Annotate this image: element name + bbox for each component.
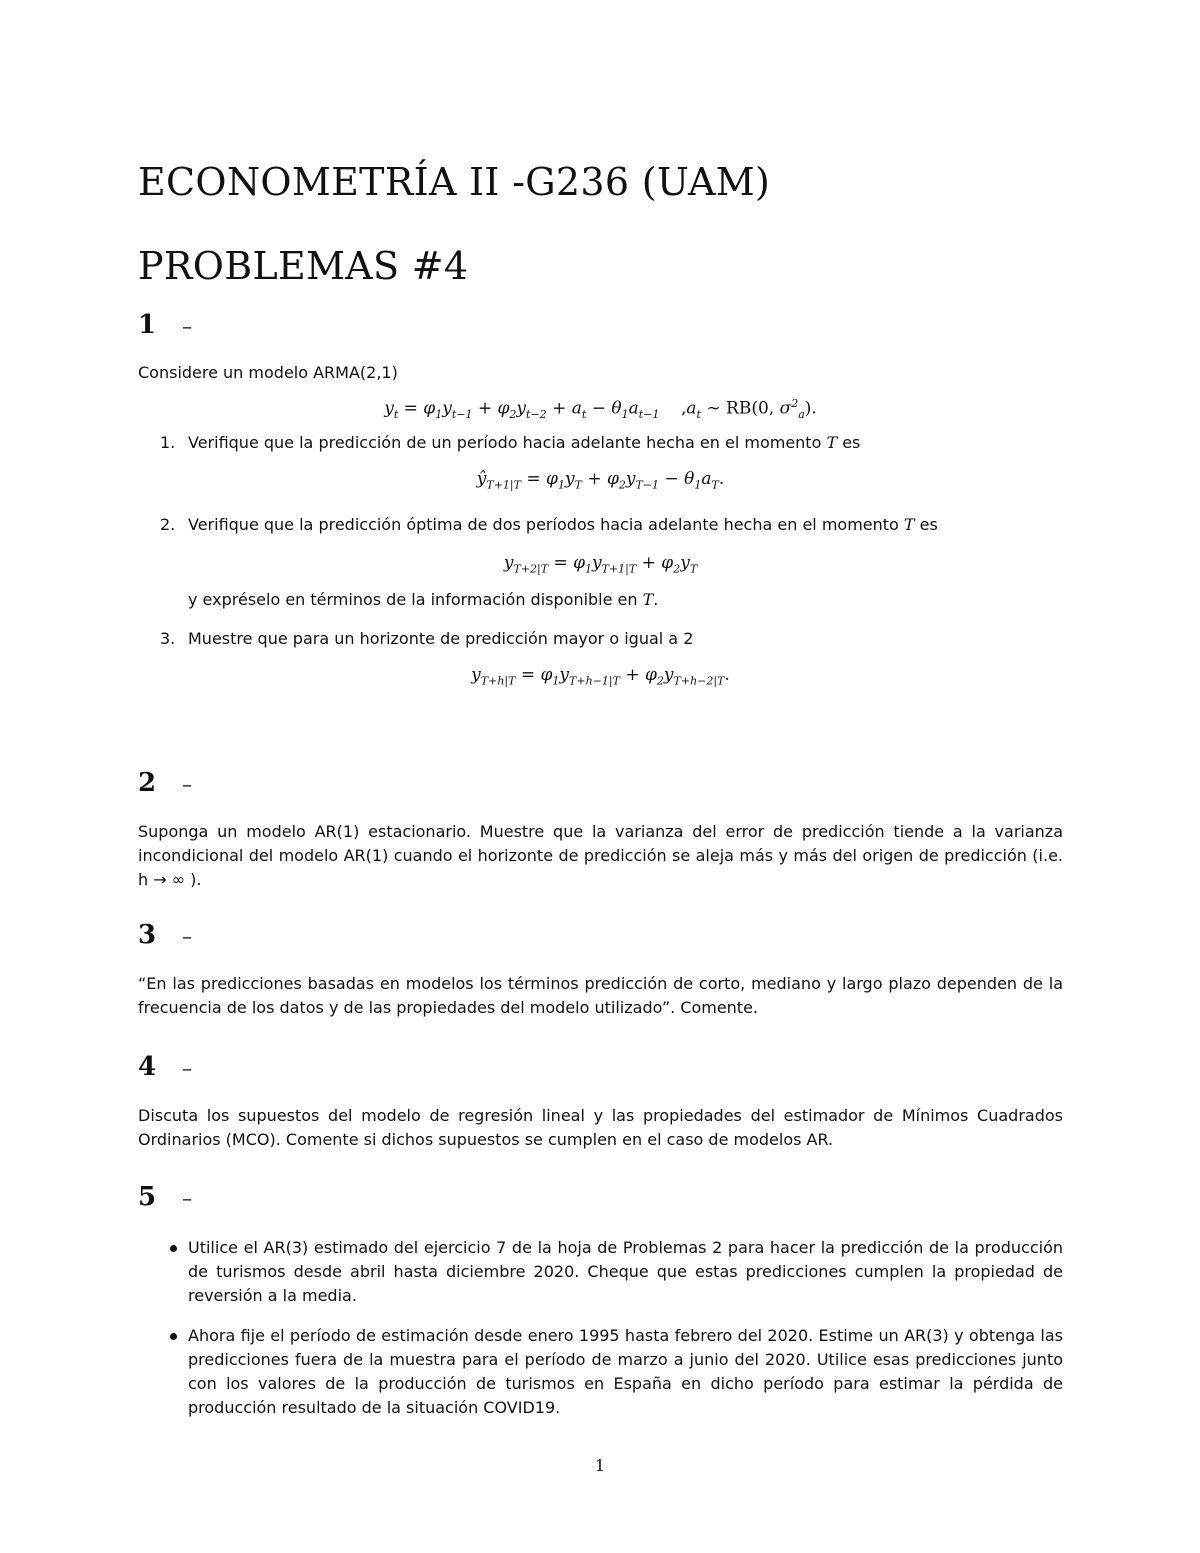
bullet-icon <box>170 1333 177 1340</box>
section-heading: 1 – <box>138 310 193 340</box>
document-subtitle: PROBLEMAS #4 <box>138 244 469 288</box>
section-1 <box>138 310 1063 687</box>
section-5 <box>138 1182 1063 1420</box>
equation-pred-1: $ŷ_{T+1|T} = \varphi_1y_T + \varphi_2y_{T-1} - \theta_1a_T$. <box>476 469 725 492</box>
bullet-icon <box>170 1245 177 1252</box>
equation-arma: $y_t = \varphi_1y_{t-1} + \varphi_2y_{t-2} + a_t - \theta_1a_{t-1}$ $,a_t$ ∼ RB(0, $\sigma^2_a$). <box>384 397 817 422</box>
section-heading: 4 – <box>138 1052 193 1082</box>
section-3-text: “En las predicciones basadas en modelos los términos predicción de corto, mediano y largo plazo dependen de la frecuencia de los datos y de las propiedades del modelo utilizado”. Comente. <box>138 974 1063 1017</box>
list-item-continuation: y expréselo en términos de la información disponible en T. <box>188 589 659 609</box>
page-number: 1 <box>594 1456 606 1475</box>
section-4-text: Discuta los supuestos del modelo de regresión lineal y las propiedades del estimador de Mínimos Cuadrados Ordinarios (MCO). Comente si dichos supuestos se cumplen en el caso de modelos AR. <box>138 1106 1063 1149</box>
section-heading: 5 – <box>138 1182 193 1212</box>
section-2-text: Suponga un modelo AR(1) estacionario. Muestre que la varianza del error de predicción tiende a la varianza incondicional del modelo AR(1) cuando el horizonte de predicción se aleja más y más del origen de predicción (i.e. h → ∞ ). <box>138 822 1063 889</box>
section-3 <box>138 920 1063 1020</box>
section-1-intro: Considere un modelo ARMA(2,1) <box>138 363 398 382</box>
section-heading: 3 – <box>138 920 193 950</box>
bullet-item: Ahora fije el período de estimación desde enero 1995 hasta febrero del 2020. Estime un AR(3) y obtenga las predicciones fuera de la muestra para el período de marzo a junio del 2020. Utilice esas predicciones junto con los valores de la producción de turismos en España en dicho período para estimar la pérdida de producción resultado de la situación COVID19. <box>138 1324 1063 1420</box>
list-item: 2. Verifique que la predicción óptima de dos períodos hacia adelante hecha en el momento T es <box>160 515 938 535</box>
list-item: 3. Muestre que para un horizonte de predicción mayor o igual a 2 <box>160 628 694 648</box>
equation-pred-2: $y_{T+2|T} = \varphi_1y_{T+1|T} + \varphi_2y_T$ <box>503 553 698 576</box>
bullet-item: Utilice el AR(3) estimado del ejercicio 7 de la hoja de Problemas 2 para hacer la predicción de la producción de turismos desde abril hasta diciembre 2020. Cheque que estas predicciones cumplen la propiedad de reversión a la media. <box>138 1236 1063 1308</box>
document-title: ECONOMETRÍA II -G236 (UAM) <box>138 160 771 204</box>
equation-pred-h: $y_{T+h|T} = \varphi_1y_{T+h-1|T} + \varphi_2y_{T+h-2|T}$. <box>471 664 730 688</box>
section-heading: 2 – <box>138 768 193 798</box>
section-2 <box>138 768 1063 892</box>
section-4 <box>138 1052 1063 1152</box>
list-item: 1. Verifique que la predicción de un período hacia adelante hecha en el momento T es <box>160 433 861 453</box>
